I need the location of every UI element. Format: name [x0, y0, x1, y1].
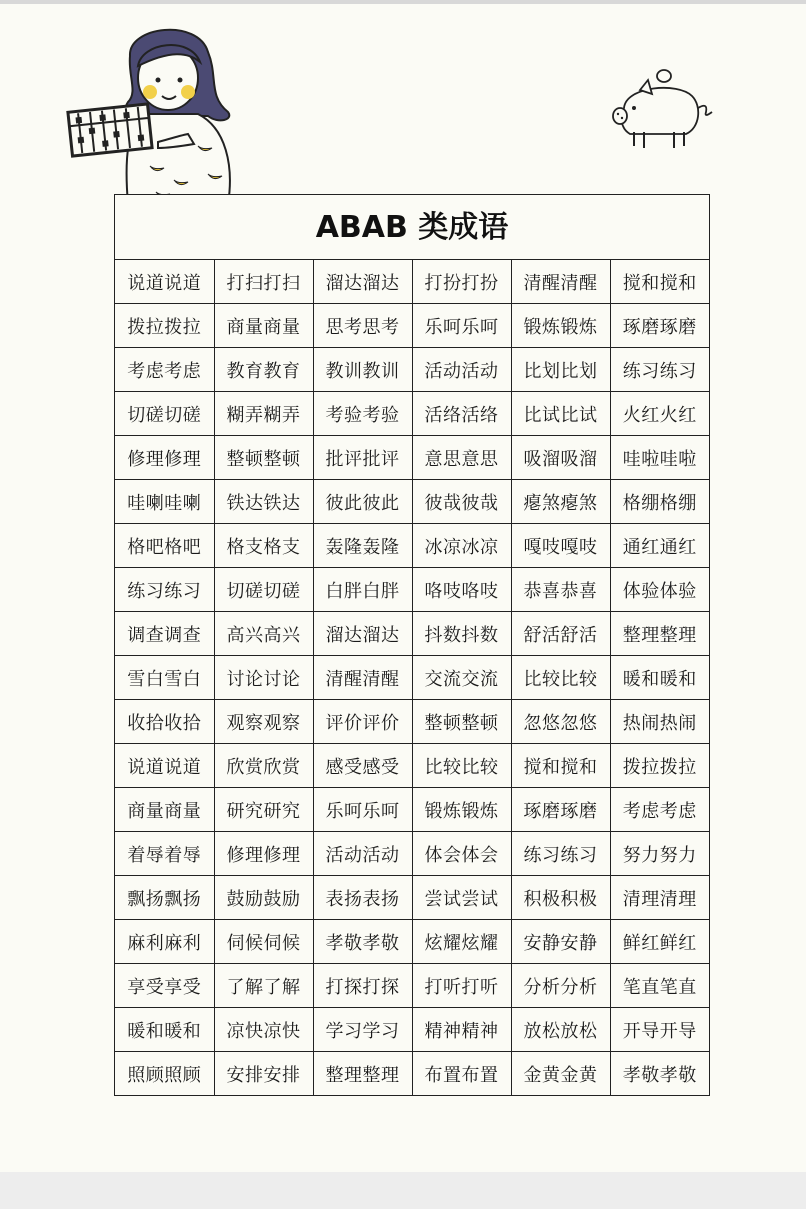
idiom-cell: 商量商量	[115, 788, 214, 832]
idiom-cell: 琢磨琢磨	[511, 788, 610, 832]
idiom-cell: 白胖白胖	[313, 568, 412, 612]
idiom-cell: 感受感受	[313, 744, 412, 788]
idiom-cell: 积极积极	[511, 876, 610, 920]
idiom-cell: 开导开导	[610, 1008, 709, 1052]
idiom-cell: 切磋切磋	[214, 568, 313, 612]
idiom-table	[115, 260, 709, 1095]
idiom-cell: 火红火红	[610, 392, 709, 436]
idiom-cell: 孝敬孝敬	[610, 1052, 709, 1096]
idiom-cell: 意思意思	[412, 436, 511, 480]
idiom-cell: 打听打听	[412, 964, 511, 1008]
idiom-cell: 恭喜恭喜	[511, 568, 610, 612]
table-row	[115, 1008, 709, 1052]
idiom-cell: 通红通红	[610, 524, 709, 568]
idiom-cell: 教训教训	[313, 348, 412, 392]
idiom-cell: 热闹热闹	[610, 700, 709, 744]
idiom-cell: 乐呵乐呵	[412, 304, 511, 348]
idiom-cell: 享受享受	[115, 964, 214, 1008]
idiom-cell: 格支格支	[214, 524, 313, 568]
idiom-cell: 讨论讨论	[214, 656, 313, 700]
table-row	[115, 1052, 709, 1096]
idiom-cell: 麻利麻利	[115, 920, 214, 964]
idiom-cell: 学习学习	[313, 1008, 412, 1052]
idiom-cell: 布置布置	[412, 1052, 511, 1096]
idiom-cell: 体验体验	[610, 568, 709, 612]
idiom-cell: 交流交流	[412, 656, 511, 700]
table-row	[115, 480, 709, 524]
idiom-cell: 搅和搅和	[511, 744, 610, 788]
idiom-cell: 了解了解	[214, 964, 313, 1008]
document-page	[0, 4, 806, 1172]
idiom-cell: 锻炼锻炼	[412, 788, 511, 832]
table-row	[115, 348, 709, 392]
table-row	[115, 744, 709, 788]
idiom-cell: 吸溜吸溜	[511, 436, 610, 480]
table-row	[115, 568, 709, 612]
idiom-cell: 照顾照顾	[115, 1052, 214, 1096]
table-row	[115, 876, 709, 920]
idiom-cell: 舒活舒活	[511, 612, 610, 656]
idiom-cell: 比较比较	[412, 744, 511, 788]
idiom-cell: 练习练习	[511, 832, 610, 876]
idiom-cell: 整顿整顿	[412, 700, 511, 744]
piggy-bank-illustration	[608, 64, 714, 152]
idiom-cell: 考虑考虑	[610, 788, 709, 832]
idiom-cell: 修理修理	[115, 436, 214, 480]
table-row	[115, 832, 709, 876]
idiom-cell: 哇喇哇喇	[115, 480, 214, 524]
idiom-cell: 溜达溜达	[313, 260, 412, 304]
table-row	[115, 304, 709, 348]
idiom-cell: 练习练习	[115, 568, 214, 612]
idiom-cell: 打探打探	[313, 964, 412, 1008]
idiom-cell: 努力努力	[610, 832, 709, 876]
idiom-cell: 活络活络	[412, 392, 511, 436]
idiom-cell: 精神精神	[412, 1008, 511, 1052]
idiom-cell: 格吧格吧	[115, 524, 214, 568]
idiom-cell: 放松放松	[511, 1008, 610, 1052]
idiom-cell: 抖数抖数	[412, 612, 511, 656]
idiom-cell: 伺候伺候	[214, 920, 313, 964]
idiom-cell: 安静安静	[511, 920, 610, 964]
idiom-cell: 笔直笔直	[610, 964, 709, 1008]
idiom-cell: 高兴高兴	[214, 612, 313, 656]
idiom-cell: 表扬表扬	[313, 876, 412, 920]
idiom-cell: 拨拉拨拉	[610, 744, 709, 788]
idiom-cell: 说道说道	[115, 260, 214, 304]
table-row	[115, 788, 709, 832]
idiom-cell: 调查调查	[115, 612, 214, 656]
idiom-cell: 教育教育	[214, 348, 313, 392]
idiom-cell: 体会体会	[412, 832, 511, 876]
idiom-cell: 打扫打扫	[214, 260, 313, 304]
idiom-cell: 考虑考虑	[115, 348, 214, 392]
idiom-cell: 批评批评	[313, 436, 412, 480]
idiom-cell: 比较比较	[511, 656, 610, 700]
idiom-cell: 飘扬飘扬	[115, 876, 214, 920]
idiom-cell: 彼此彼此	[313, 480, 412, 524]
table-row	[115, 920, 709, 964]
idiom-cell: 瘪煞瘪煞	[511, 480, 610, 524]
idiom-cell: 研究研究	[214, 788, 313, 832]
idiom-cell: 着辱着辱	[115, 832, 214, 876]
table-row	[115, 436, 709, 480]
table-row	[115, 964, 709, 1008]
idiom-cell: 咯吱咯吱	[412, 568, 511, 612]
girl-with-abacus-illustration	[58, 16, 248, 206]
idiom-cell: 说道说道	[115, 744, 214, 788]
idiom-cell: 比试比试	[511, 392, 610, 436]
idiom-cell: 鲜红鲜红	[610, 920, 709, 964]
idiom-cell: 暖和暖和	[610, 656, 709, 700]
idiom-cell: 比划比划	[511, 348, 610, 392]
idiom-cell: 雪白雪白	[115, 656, 214, 700]
idiom-cell: 商量商量	[214, 304, 313, 348]
idiom-cell: 暖和暖和	[115, 1008, 214, 1052]
table-row	[115, 260, 709, 304]
table-row	[115, 656, 709, 700]
idiom-cell: 切磋切磋	[115, 392, 214, 436]
idiom-cell: 冰凉冰凉	[412, 524, 511, 568]
idiom-cell: 欣赏欣赏	[214, 744, 313, 788]
page-title: ABAB 类成语	[115, 195, 709, 260]
table-row	[115, 524, 709, 568]
idiom-cell: 乐呵乐呵	[313, 788, 412, 832]
idiom-cell: 尝试尝试	[412, 876, 511, 920]
idiom-cell: 糊弄糊弄	[214, 392, 313, 436]
idiom-cell: 活动活动	[313, 832, 412, 876]
table-row	[115, 612, 709, 656]
idiom-cell: 思考思考	[313, 304, 412, 348]
table-row	[115, 392, 709, 436]
idiom-cell: 分析分析	[511, 964, 610, 1008]
idiom-cell: 搅和搅和	[610, 260, 709, 304]
idiom-cell: 嘎吱嘎吱	[511, 524, 610, 568]
idiom-cell: 考验考验	[313, 392, 412, 436]
idiom-cell: 金黄金黄	[511, 1052, 610, 1096]
idiom-cell: 收拾收拾	[115, 700, 214, 744]
idiom-cell: 彼哉彼哉	[412, 480, 511, 524]
idiom-cell: 清理清理	[610, 876, 709, 920]
idiom-cell: 整理整理	[610, 612, 709, 656]
idiom-cell: 安排安排	[214, 1052, 313, 1096]
idiom-cell: 活动活动	[412, 348, 511, 392]
idiom-cell: 炫耀炫耀	[412, 920, 511, 964]
idiom-cell: 修理修理	[214, 832, 313, 876]
idiom-cell: 锻炼锻炼	[511, 304, 610, 348]
idiom-cell: 整理整理	[313, 1052, 412, 1096]
idiom-cell: 鼓励鼓励	[214, 876, 313, 920]
table-row	[115, 700, 709, 744]
idiom-cell: 拨拉拨拉	[115, 304, 214, 348]
idiom-cell: 观察观察	[214, 700, 313, 744]
idiom-cell: 清醒清醒	[511, 260, 610, 304]
idiom-cell: 打扮打扮	[412, 260, 511, 304]
idiom-cell: 忽悠忽悠	[511, 700, 610, 744]
idiom-cell: 溜达溜达	[313, 612, 412, 656]
idiom-cell: 清醒清醒	[313, 656, 412, 700]
idiom-cell: 练习练习	[610, 348, 709, 392]
idiom-cell: 轰隆轰隆	[313, 524, 412, 568]
idiom-cell: 孝敬孝敬	[313, 920, 412, 964]
idiom-cell: 凉快凉快	[214, 1008, 313, 1052]
idiom-cell: 评价评价	[313, 700, 412, 744]
idiom-table-card	[114, 194, 710, 1096]
idiom-cell: 铁达铁达	[214, 480, 313, 524]
idiom-cell: 哇啦哇啦	[610, 436, 709, 480]
idiom-cell: 格绷格绷	[610, 480, 709, 524]
idiom-cell: 琢磨琢磨	[610, 304, 709, 348]
idiom-cell: 整顿整顿	[214, 436, 313, 480]
